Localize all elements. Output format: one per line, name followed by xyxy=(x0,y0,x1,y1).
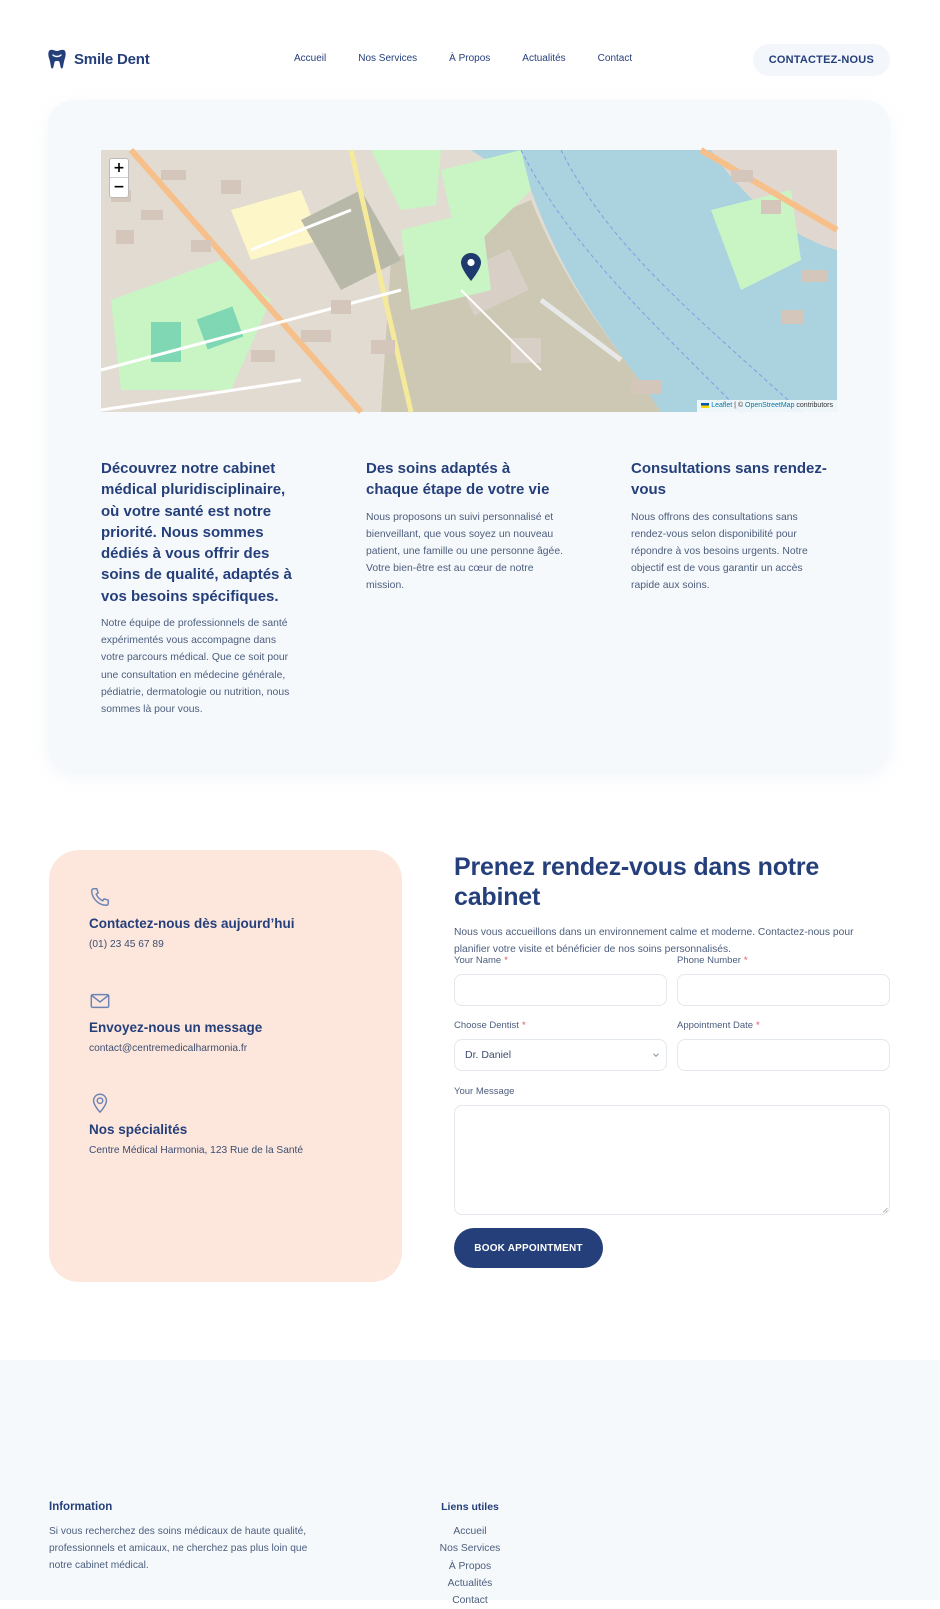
attribution-separator: | © xyxy=(732,402,746,409)
about-text: Nous offrons des consultations sans rendez-vous selon disponibilité pour répondre à vos besoins urgents. Notre objectif est de vous garantir un accès rapide aux soins. xyxy=(631,511,808,592)
osm-link[interactable]: OpenStreetMap xyxy=(745,402,795,409)
phone-label xyxy=(677,955,890,966)
dentist-select[interactable] xyxy=(454,1039,667,1071)
contact-item-title: Contactez-nous dès aujourd’hui xyxy=(89,916,295,931)
name-label-text: Your Name xyxy=(454,955,502,966)
nav-services[interactable]: Nos Services xyxy=(358,53,418,64)
phone-input[interactable] xyxy=(677,974,890,1006)
about-column xyxy=(101,458,299,718)
about-text: Nous proposons un suivi personnalisé et bienveillant, que vous soyez un nouveau patient, une famille ou une personne âgée. Votre bien-être est au cœur de notre mission. xyxy=(366,511,563,592)
footer-link-services[interactable]: Nos Services xyxy=(439,1543,501,1555)
logo[interactable] xyxy=(48,49,150,69)
map-attribution xyxy=(697,400,837,412)
resize-handle-icon[interactable] xyxy=(882,1207,888,1213)
phone-label-text: Phone Number xyxy=(677,955,741,966)
required-mark: * xyxy=(521,1020,526,1031)
location-icon xyxy=(89,1092,111,1114)
name-field xyxy=(454,955,667,1006)
phone-field xyxy=(677,955,890,1006)
footer-link-a-propos[interactable]: À Propos xyxy=(448,1560,492,1572)
date-field xyxy=(677,1020,890,1071)
site-footer xyxy=(0,1360,940,1607)
mail-icon xyxy=(89,990,111,1012)
about-column xyxy=(631,458,829,595)
name-label xyxy=(454,955,667,966)
required-mark: * xyxy=(756,1020,760,1031)
footer-link-actualites[interactable]: Actualités xyxy=(447,1577,493,1589)
zoom-in-button[interactable]: + xyxy=(110,159,128,178)
nav-contact[interactable]: Contact xyxy=(597,53,633,64)
date-label xyxy=(677,1020,890,1031)
required-mark: * xyxy=(743,955,748,966)
footer-info-text: Si vous recherchez des soins médicaux de haute qualité, professionnels et amicaux, ne cherchez pas plus loin que notre cabinet médical. xyxy=(49,1526,308,1572)
footer-link-contact[interactable]: Contact xyxy=(452,1595,488,1607)
attribution-suffix: contributors xyxy=(794,402,833,409)
chevron-down-icon xyxy=(652,1051,660,1059)
footer-info-title: Information xyxy=(49,1501,113,1513)
footer-links-list xyxy=(420,1523,520,1609)
book-appointment-button[interactable]: BOOK APPOINTMENT xyxy=(454,1228,603,1268)
dentist-label-text: Choose Dentist xyxy=(454,1020,519,1031)
about-title: Des soins adaptés à chaque étape de votre vie xyxy=(366,460,550,499)
dentist-select-value: Dr. Daniel xyxy=(465,1049,512,1061)
footer-link-accueil[interactable]: Accueil xyxy=(453,1526,487,1537)
map-tiles xyxy=(101,150,837,412)
message-label: Your Message xyxy=(454,1086,515,1097)
nav-accueil[interactable]: Accueil xyxy=(294,53,327,64)
footer-links-title: Liens utiles xyxy=(441,1501,499,1513)
date-input[interactable] xyxy=(677,1039,890,1071)
map-zoom-control xyxy=(109,158,129,198)
message-field xyxy=(454,1086,890,1215)
map-pin-icon[interactable] xyxy=(461,253,481,281)
site-header xyxy=(48,40,890,80)
main-nav xyxy=(294,53,664,64)
contact-item-title: Envoyez-nous un message xyxy=(89,1020,263,1035)
nav-a-propos[interactable]: À Propos xyxy=(449,53,491,64)
about-title: Consultations sans rendez-vous xyxy=(631,460,827,499)
booking-title: Prenez rendez-vous dans notre cabinet xyxy=(454,853,820,911)
message-textarea[interactable] xyxy=(454,1105,890,1215)
tooth-icon xyxy=(48,49,66,69)
contact-item-phone xyxy=(89,886,295,950)
map[interactable] xyxy=(101,150,837,412)
contact-item-address xyxy=(89,1092,303,1156)
booking-section xyxy=(454,852,890,1254)
contact-us-button[interactable]: CONTACTEZ-NOUS xyxy=(753,44,890,76)
contact-item-email xyxy=(89,990,262,1054)
contact-info-card xyxy=(49,850,402,1282)
required-mark: * xyxy=(504,955,508,966)
contact-phone[interactable]: (01) 23 45 67 89 xyxy=(89,939,164,950)
zoom-out-button[interactable]: − xyxy=(113,179,125,195)
contact-item-title: Nos spécialités xyxy=(89,1122,188,1137)
name-input[interactable] xyxy=(454,974,667,1006)
about-section xyxy=(48,100,890,770)
contact-email[interactable]: contact@centremedicalharmonia.fr xyxy=(89,1043,248,1054)
dentist-field xyxy=(454,1020,667,1071)
ukraine-flag-icon xyxy=(701,403,709,408)
leaflet-link[interactable]: Leaflet xyxy=(711,402,733,409)
about-title: Découvrez notre cabinet médical pluridisciplinaire, où votre santé est notre priorité. Nous sommes dédiés à vous offrir des soins de qualité, adaptés à vos besoins spécifiques. xyxy=(101,460,292,605)
about-text: Notre équipe de professionnels de santé expérimentés vous accompagne dans votre parcours médical. Que ce soit pour une consultation en médecine générale, pédiatrie, dermatologie ou nutrition, nous sommes là pour vous. xyxy=(101,618,290,716)
brand-name: Smile Dent xyxy=(74,50,150,68)
about-column xyxy=(366,458,564,595)
footer-information xyxy=(49,1501,309,1575)
footer-links xyxy=(420,1501,520,1609)
dentist-label xyxy=(454,1020,667,1031)
booking-intro: Nous vous accueillons dans un environnement calme et moderne. Contactez-nous pour planifier votre visite et bénéficier de nos soins personnalisés. xyxy=(454,927,854,955)
nav-actualites[interactable]: Actualités xyxy=(522,53,566,64)
phone-icon xyxy=(89,886,111,908)
date-label-text: Appointment Date xyxy=(677,1020,754,1031)
contact-address: Centre Médical Harmonia, 123 Rue de la Santé xyxy=(89,1145,304,1156)
